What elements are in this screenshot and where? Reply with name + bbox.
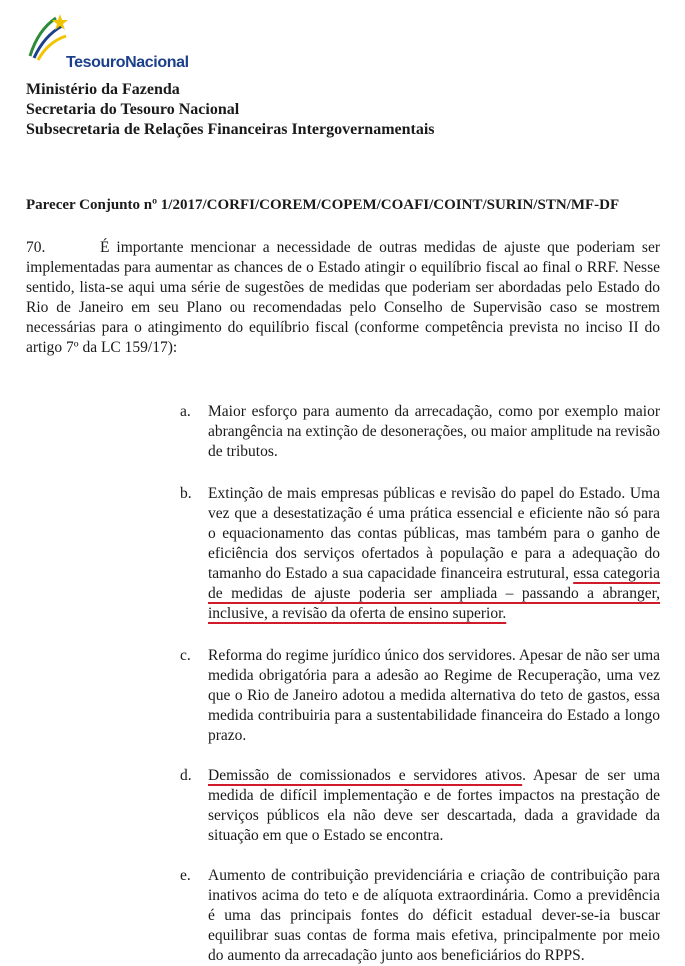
item-letter: c. xyxy=(180,647,191,664)
list-item xyxy=(180,484,660,624)
list-item xyxy=(180,646,660,746)
item-text: Aumento de contribuição previdenciária e criação de contribuição para inativos acima do teto e de alíquota extraordinária. Como a previdência é uma das principais fontes do déficit estadual dever-se-ia buscar equilibrar suas contas de forma mais efetiva, principalmente por meio do aumento da arrecadação junto aos beneficiários do RPPS. xyxy=(208,867,660,964)
item-text: . Apesar de ser uma medida de difícil implementação e de fortes impactos na prestação de serviços públicos ela não deve ser descartada, dada a gravidade da situação em que o Estado se encontra. xyxy=(208,767,661,844)
item-letter: d. xyxy=(180,767,192,784)
org-line-ministry: Ministério da Fazenda xyxy=(26,81,180,98)
organization-header xyxy=(26,80,435,140)
underlined-text: essa categoria de medidas de ajuste poderia ser ampliada – passando a abranger, inclusive, a revisão da oferta de ensino superior. xyxy=(208,565,660,622)
item-letter: b. xyxy=(180,485,192,502)
measures-list xyxy=(180,402,660,966)
org-line-secretariat: Secretaria do Tesouro Nacional xyxy=(26,101,240,118)
paragraph-number: 70. xyxy=(26,239,46,256)
item-text: Extinção de mais empresas públicas e revisão do papel do Estado. Uma vez que a desestatização é uma prática essencial e eficiente não só para o equacionamento das contas públicas, mas também para o ganho de eficiência dos serviços ofertados à população e para a adequação do tamanho do Estado a sua capacidade financeira estrutural, xyxy=(208,485,660,582)
list-item xyxy=(180,866,660,966)
list-item xyxy=(180,766,660,846)
paragraph-70 xyxy=(26,238,660,358)
logo-text: TesouroNacional xyxy=(66,54,189,71)
underlined-text: Demissão de comissionados e servidores ativos xyxy=(208,767,523,784)
item-text: Reforma do regime jurídico único dos servidores. Apesar de não ser uma medida obrigatória para a adesão ao Regime de Recuperação, uma vez que o Rio de Janeiro adotou a medida alternativa do teto de gastos, essa medida contribuiria para a sustentabilidade financeira do Estado a longo prazo. xyxy=(208,647,660,744)
item-letter: a. xyxy=(180,403,191,420)
item-text: Maior esforço para aumento da arrecadação, como por exemplo maior abrangência na extinção de desonerações, ou maior amplitude na revisão de tributos. xyxy=(208,403,660,460)
org-line-subsecretariat: Subsecretaria de Relações Financeiras Intergovernamentais xyxy=(26,121,435,138)
paragraph-text: É importante mencionar a necessidade de outras medidas de ajuste que poderiam ser implementadas para aumentar as chances de o Estado atingir o equilíbrio fiscal ao final o RRF. Nesse sentido, lista-se aqui uma série de sugestões de medidas que poderiam ser abordadas pelo Estado do Rio de Janeiro em seu Plano ou recomendadas pelo Conselho de Supervisão caso se mostrem necessárias para o atingimento do equilíbrio fiscal (conforme competência prevista no inciso II do artigo 7º da LC 159/17): xyxy=(26,239,660,356)
list-item xyxy=(180,402,660,462)
item-letter: e. xyxy=(180,867,191,884)
tesouro-nacional-logo xyxy=(26,12,196,74)
document-title: Parecer Conjunto nº 1/2017/CORFI/COREM/COPEM/COAFI/COINT/SURIN/STN/MF-DF xyxy=(26,197,620,213)
